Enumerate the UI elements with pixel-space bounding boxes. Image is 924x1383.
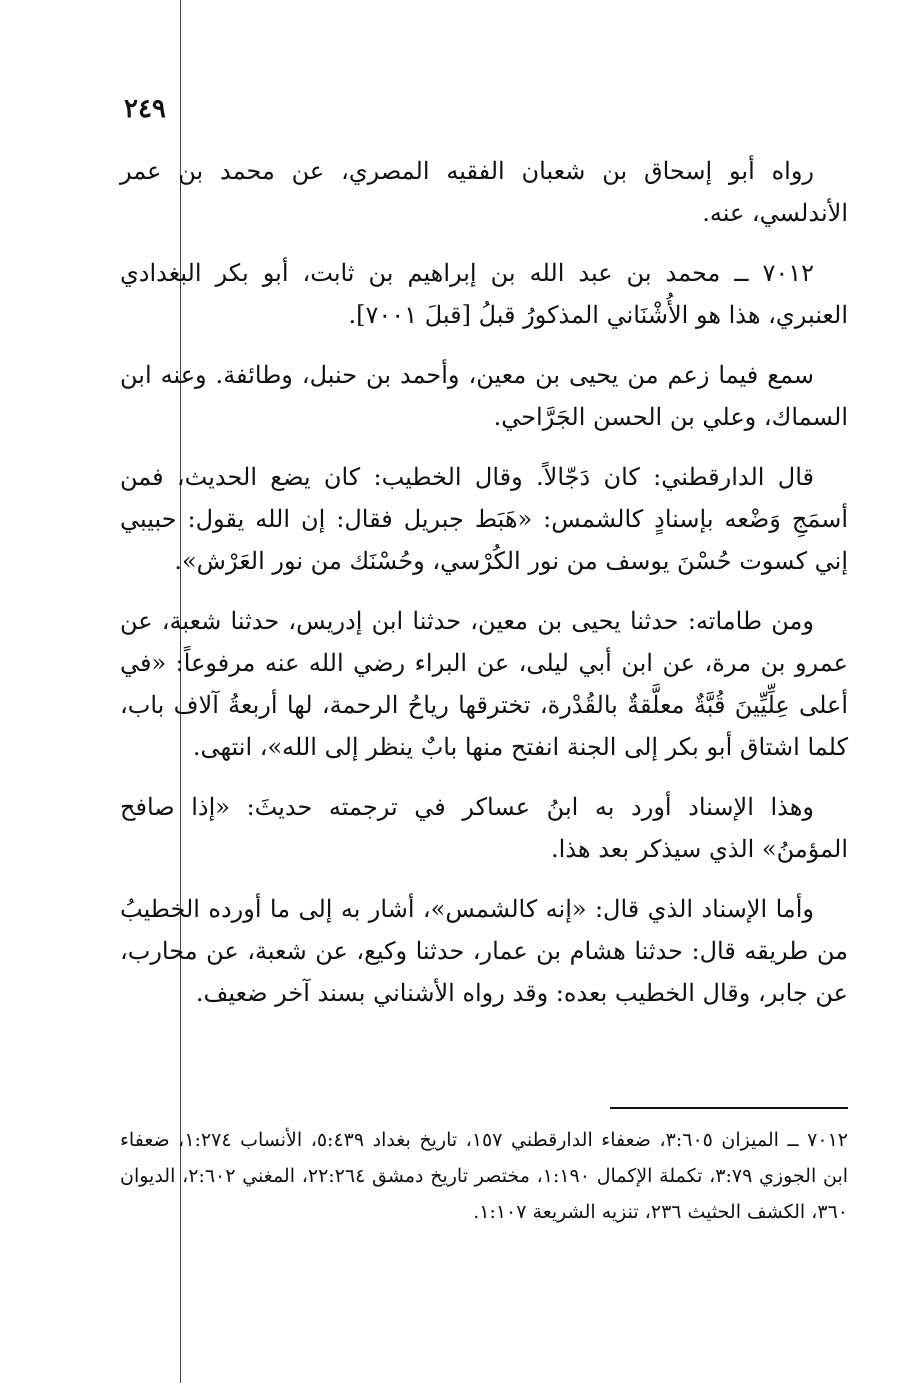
paragraph: وأما الإسناد الذي قال: «إنه كالشمس»، أشار به إلى ما أورده الخطيبُ من طريقه قال: حدثنا هشام بن عمار، حدثنا وكيع، عن شعبة، عن محارب، عن جابر، وقال الخطيب بعده: وقد رواه الأشناني بسند آخر ضعيف. bbox=[120, 895, 848, 1007]
paragraph: قال الدارقطني: كان دَجّالاً. وقال الخطيب: كان يضع الحديث، فمن أسمَجِ وَضْعه بإسنادٍ كالشمس: «هَبَط جبريل فقال: إن الله يقول: حبيبي إني كسوت حُسْنَ يوسف من نور الكُرْسي، وحُسْنَك من نور العَرْش». bbox=[120, 463, 849, 575]
paragraph: ومن طاماته: حدثنا يحيى بن معين، حدثنا ابن إدريس، حدثنا شعبة، عن عمرو بن مرة، عن ابن أبي ليلى، عن البراء رضي الله عنه مرفوعاً: «في أعلى عِلِّيِّينَ قُبَّةٌ معلَّقةٌ بالقُدْرة، تخترقها رياحُ الرحمة، لها أربعةُ آلاف باب، كلما اشتاق أبو بكر إلى الجنة انفتح منها بابٌ ينظر إلى الله»، انتهى. bbox=[120, 607, 848, 761]
main-text bbox=[120, 150, 848, 1032]
paragraph: رواه أبو إسحاق بن شعبان الفقيه المصري، عن محمد بن عمر الأندلسي، عنه. bbox=[120, 157, 848, 227]
biography-entry-heading: ٧٠١٢ ــ محمد بن عبد الله بن إبراهيم بن ثابت، أبو بكر البغدادي العنبري، هذا هو الأُشْنَاني المذكورُ قبلُ [قبلَ ٧٠٠١]. bbox=[120, 259, 848, 329]
paragraph: وهذا الإسناد أورد به ابنُ عساكر في ترجمته حديثَ: «إذا صافح المؤمنُ» الذي سيذكر بعد هذا. bbox=[120, 793, 848, 863]
page-number: ٢٤٩ bbox=[124, 94, 166, 124]
footnotes bbox=[120, 1122, 848, 1230]
paragraph: سمع فيما زعم من يحيى بن معين، وأحمد بن حنبل، وطائفة. وعنه ابن السماك، وعلي بن الحسن الجَرَّاحي. bbox=[120, 361, 848, 431]
footnote-divider bbox=[610, 1107, 848, 1109]
footnote: ٧٠١٢ ــ الميزان ٣:٦٠٥، ضعفاء الدارقطني ١٥٧، تاريخ بغداد ٥:٤٣٩، الأنساب ١:٢٧٤، ضعفاء ابن الجوزي ٣:٧٩، تكملة الإكمال ١:١٩٠، مختصر تاريخ دمشق ٢٢:٢٦٤، المغني ٢:٦٠٢، الديوان ٣٦٠، الكشف الحثيث ٢٣٦، تنزيه الشريعة ١:١٠٧. bbox=[120, 1129, 849, 1223]
